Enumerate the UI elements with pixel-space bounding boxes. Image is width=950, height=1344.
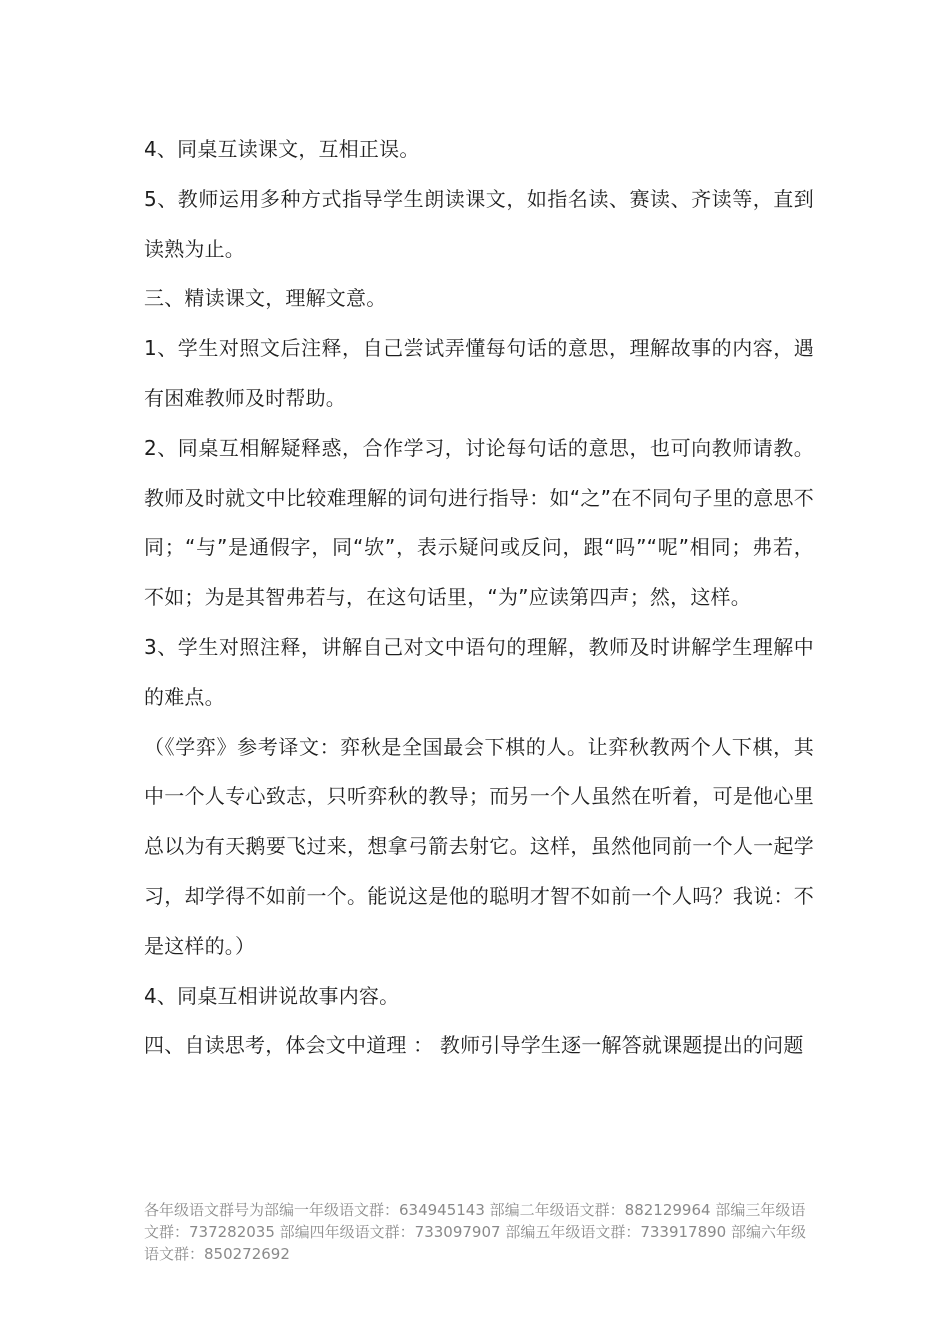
paragraph-read-in-pairs: 4、同桌互读课文，互相正误。 <box>144 137 420 161</box>
paragraph-annotation-study: 1、学生对照文后注释，自己尝试弄懂每句话的意思，理解故事的内容，遇有困难教师及时帮助。 <box>144 336 814 410</box>
section-heading-close-reading: 三、精读课文，理解文意。 <box>144 286 387 311</box>
paragraph-retell-story: 4、同桌互相讲说故事内容。 <box>144 983 400 1008</box>
footer-group-numbers: 各年级语文群号为部编一年级语文群：634945143 部编二年级语文群：882129964 部编三年级语文群：737282035 部编四年级语文群：733097907 部编五年级语文群：733917890 部编六年级语文群：850272692 <box>144 1201 806 1263</box>
paragraph-guided-reading: 5、教师运用多种方式指导学生朗读课文，如指名读、赛读、齐读等，直到读熟为止。 <box>144 186 814 261</box>
section-heading-self-reading: 四、自读思考，体会文中道理 ： 教师引导学生逐一解答就课题提出的问题 <box>144 1033 804 1058</box>
paragraph-explain-understanding: 3、学生对照注释，讲解自己对文中语句的理解，教师及时讲解学生理解中的难点。 <box>144 634 814 709</box>
document-body <box>144 125 814 1071</box>
paragraph-peer-discussion: 2、同桌互相解疑释惑，合作学习，讨论每句话的意思，也可向教师请教。教师及时就文中比较难理解的词句进行指导：如“之”在不同句子里的意思不同；“与”是通假字，同“欤”，表示疑问或反问，跟“吗”“呢”相同；弗若，不如；为是其智弗若与，在这句话里，“为”应读第四声；然，这样。 <box>144 435 814 610</box>
paragraph-reference-translation: （《学弈》参考译文：弈秋是全国最会下棋的人。让弈秋教两个人下棋，其中一个人专心致志，只听弈秋的教导；而另一个人虽然在听着，可是他心里总以为有天鹅要飞过来，想拿弓箭去射它。这样，虽然他同前一个人一起学习，却学得不如前一个。能说这是他的聪明才智不如前一个人吗？我说：不是这样的。） <box>144 734 814 958</box>
